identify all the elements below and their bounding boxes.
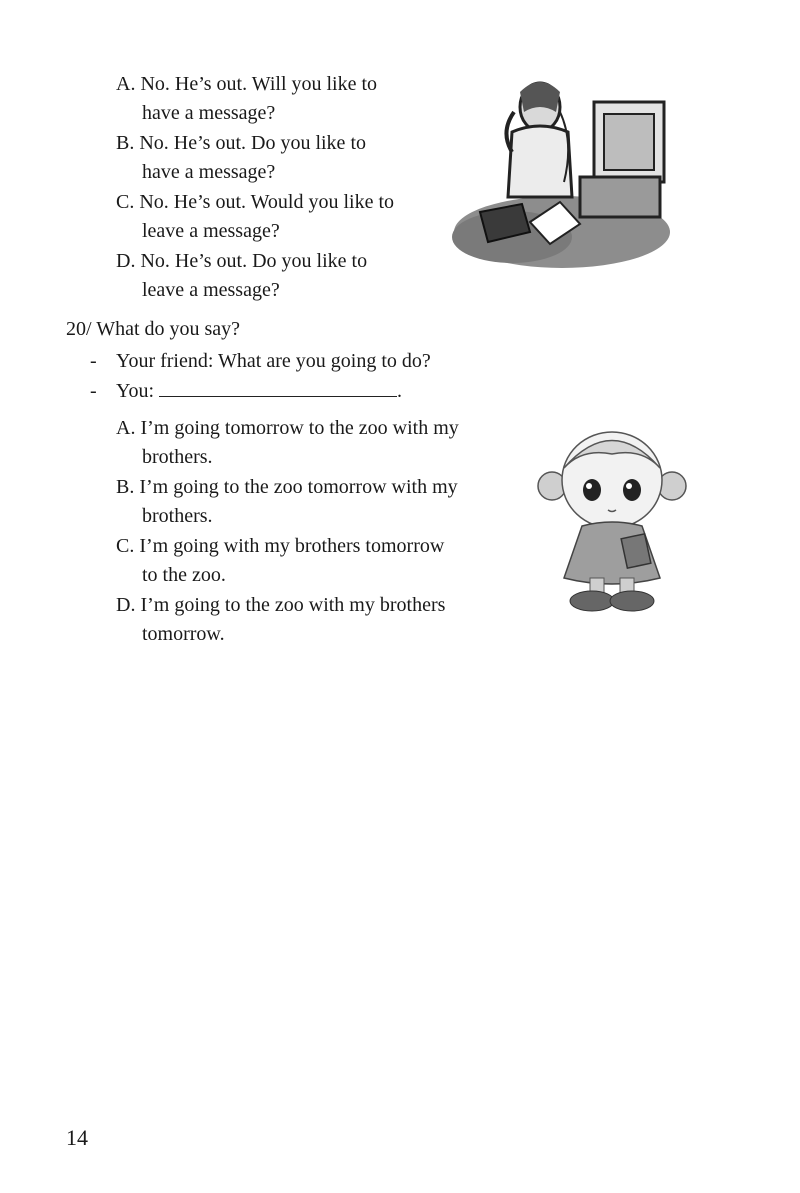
q20-option-d: D. I’m going to the zoo with my brothers tomorrow.	[116, 594, 446, 645]
q20-option-a: A. I’m going tomorrow to the zoo with my brothers.	[116, 417, 459, 468]
dialog-line-you: - You: .	[90, 380, 402, 402]
dialog-line-friend: - Your friend: What are you going to do?	[90, 350, 431, 372]
page-number: 14	[66, 1125, 88, 1150]
q19-option-d: D. No. He’s out. Do you like to leave a message?	[116, 250, 368, 301]
question-20-title: 20/ What do you say?	[66, 318, 241, 340]
q20-option-c: C. I’m going with my brothers tomorrow to the zoo.	[116, 535, 445, 586]
q19-option-a: A. No. He’s out. Will you like to have a message?	[116, 73, 378, 124]
cartoon-girl-illustration	[532, 418, 692, 618]
q19-option-b: B. No. He’s out. Do you like to have a message?	[116, 132, 366, 183]
answer-blank[interactable]	[159, 378, 397, 397]
q20-option-b: B. I’m going to the zoo tomorrow with my brothers.	[116, 476, 458, 527]
woman-on-phone-illustration	[452, 72, 674, 272]
q19-option-c: C. No. He’s out. Would you like to leave a message?	[116, 191, 395, 242]
